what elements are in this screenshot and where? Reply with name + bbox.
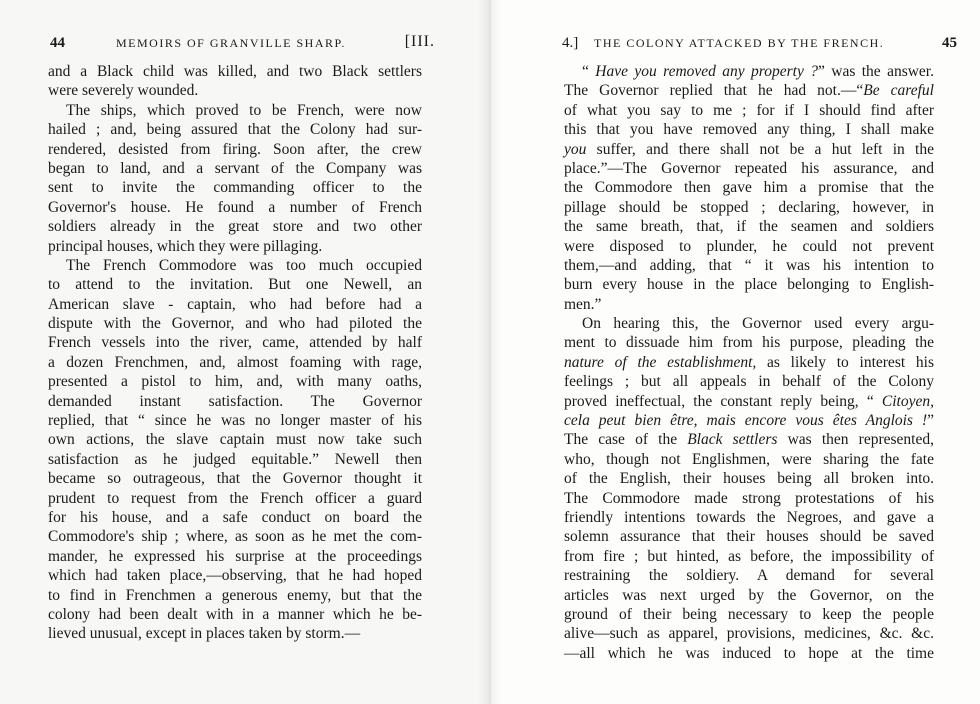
left-text-line: which had taken place,—observing, that he had hoped xyxy=(48,567,422,585)
left-text-line: sent to invite the commanding officer to the xyxy=(48,179,422,197)
right-running-title: THE COLONY ATTACKED BY THE FRENCH. xyxy=(594,36,885,50)
left-text-line: and a Black child was killed, and two Black settlers xyxy=(48,63,422,80)
right-text-line: feelings ; but all appeals in behalf of the Colony xyxy=(564,373,934,391)
right-text-line: restraining the soldiery. A demand for several xyxy=(564,567,934,585)
right-page xyxy=(490,0,980,704)
right-text-line: —all which he was induced to hope at the time xyxy=(564,644,934,662)
left-page-number: 44 xyxy=(50,35,65,51)
left-text-line: The French Commodore was too much occupied xyxy=(66,256,422,274)
left-text-line: own actions, the slave captain must now take such xyxy=(48,431,422,449)
left-text-line: lieved unusual, except in places taken by storm.— xyxy=(48,625,361,643)
left-text-line: soldiers already in the great store and two other xyxy=(48,218,422,236)
left-running-title: MEMOIRS OF GRANVILLE SHARP. xyxy=(116,36,346,50)
right-running-header xyxy=(562,36,957,56)
right-text-line: alive—such as apparel, provisions, medicines, &c. &c. xyxy=(564,625,934,643)
right-text-line: cela peut bien être, mais encore vous êtes Anglois !” xyxy=(564,412,934,430)
right-text-line: nature of the establishment, as likely to interest his xyxy=(564,353,934,371)
left-text-line: replied, that “ since he was no longer master of his xyxy=(48,412,422,430)
right-text-line: the same breath, that, if the seamen and soldiers xyxy=(564,218,934,236)
right-page-body xyxy=(564,62,934,663)
left-text-line: Governor's house. He found a number of French xyxy=(48,198,422,216)
left-running-header xyxy=(50,33,435,56)
left-text-line: to attend to the invitation. But one Newell, an xyxy=(48,276,422,294)
left-page-body xyxy=(48,62,422,644)
left-text-line: began to land, and a servant of the Company was xyxy=(48,159,422,177)
left-text-line: a dozen Frenchmen, and, almost foaming with rage, xyxy=(48,353,422,371)
left-text-line: became so outrageous, that the Governor thought it xyxy=(48,470,422,488)
left-text-line: were severely wounded. xyxy=(48,82,199,100)
right-text-line: this that you have removed any thing, I shall make xyxy=(564,121,934,139)
right-text-line: proved ineffectual, the constant reply being, “ Citoyen, xyxy=(564,392,934,410)
right-text-line: from fire ; but hinted, as before, the impossibility of xyxy=(564,547,934,565)
right-text-line: pillage should be stopped ; declaring, however, in xyxy=(564,198,934,216)
left-text-line: hailed ; and, being assured that the Colony had sur- xyxy=(48,121,422,139)
right-text-line: The Commodore made strong protestations of his xyxy=(564,489,934,507)
right-text-line: The case of the Black settlers was then represented, xyxy=(564,431,934,449)
right-text-line: were disposed to plunder, he could not prevent xyxy=(564,237,934,255)
left-text-line: American slave - captain, who had before had a xyxy=(48,295,422,313)
left-text-line: Commodore's ship ; where, as soon as he met the com- xyxy=(48,528,422,546)
left-text-line: French vessels into the river, came, attended by half xyxy=(48,334,422,352)
left-text-line: mander, he expressed his surprise at the proceedings xyxy=(48,547,422,565)
left-section-marker: [III. xyxy=(404,33,435,50)
book-gutter-shadow xyxy=(478,0,502,704)
right-text-line: The Governor replied that he had not.—“Be careful xyxy=(564,82,934,100)
right-text-line: solemn assurance that their houses should be saved xyxy=(564,528,934,546)
left-text-line: presented a pistol to him, and, with many oaths, xyxy=(48,373,422,391)
left-text-line: colony had been dealt with in a manner which he be- xyxy=(48,605,422,623)
left-text-line: principal houses, which they were pillaging. xyxy=(48,237,323,255)
right-text-line: “ Have you removed any property ?” was the answer. xyxy=(582,63,934,80)
right-text-line: ment to dissuade him from his purpose, pleading the xyxy=(564,334,934,352)
right-text-line: of the English, their houses being all broken into. xyxy=(564,470,934,488)
right-text-line: place.”—The Governor repeated his assurance, and xyxy=(564,159,934,177)
left-text-line: to find in Frenchmen a generous enemy, but that the xyxy=(48,586,422,604)
right-section-marker: 4.] xyxy=(562,35,579,51)
left-text-line: prudent to request from the French officer a guard xyxy=(48,489,422,507)
right-text-line: articles was next urged by the Governor, on the xyxy=(564,586,934,604)
left-text-line: demanded instant satisfaction. The Governor xyxy=(48,392,422,410)
right-text-line: friendly intentions towards the Negroes, and gave a xyxy=(564,508,934,526)
right-text-line: who, though not Englishmen, were sharing the fate xyxy=(564,450,934,468)
right-text-line: men.” xyxy=(564,295,602,313)
left-text-line: satisfaction as he judged equitable.” Newell then xyxy=(48,450,422,468)
right-text-line: you suffer, and there shall not be a hut left in the xyxy=(564,140,934,158)
left-text-line: for his house, and a safe conduct on board the xyxy=(48,508,422,526)
left-text-line: The ships, which proved to be French, were now xyxy=(66,101,422,119)
left-text-line: rendered, desisted from firing. Soon after, the crew xyxy=(48,140,422,158)
right-text-line: ground of their being necessary to keep the people xyxy=(564,605,934,623)
right-text-line: burn every house in the place belonging to English- xyxy=(564,276,934,294)
right-text-line: of what you say to me ; for if I should find after xyxy=(564,101,934,119)
right-text-line: them,—and adding, that “ it was his intention to xyxy=(564,256,934,274)
right-text-line: the Commodore then gave him a promise that the xyxy=(564,179,934,197)
right-text-line: On hearing this, the Governor used every argu- xyxy=(582,315,934,333)
right-page-number: 45 xyxy=(942,35,957,51)
left-text-line: dispute with the Governor, and who had piloted the xyxy=(48,315,422,333)
